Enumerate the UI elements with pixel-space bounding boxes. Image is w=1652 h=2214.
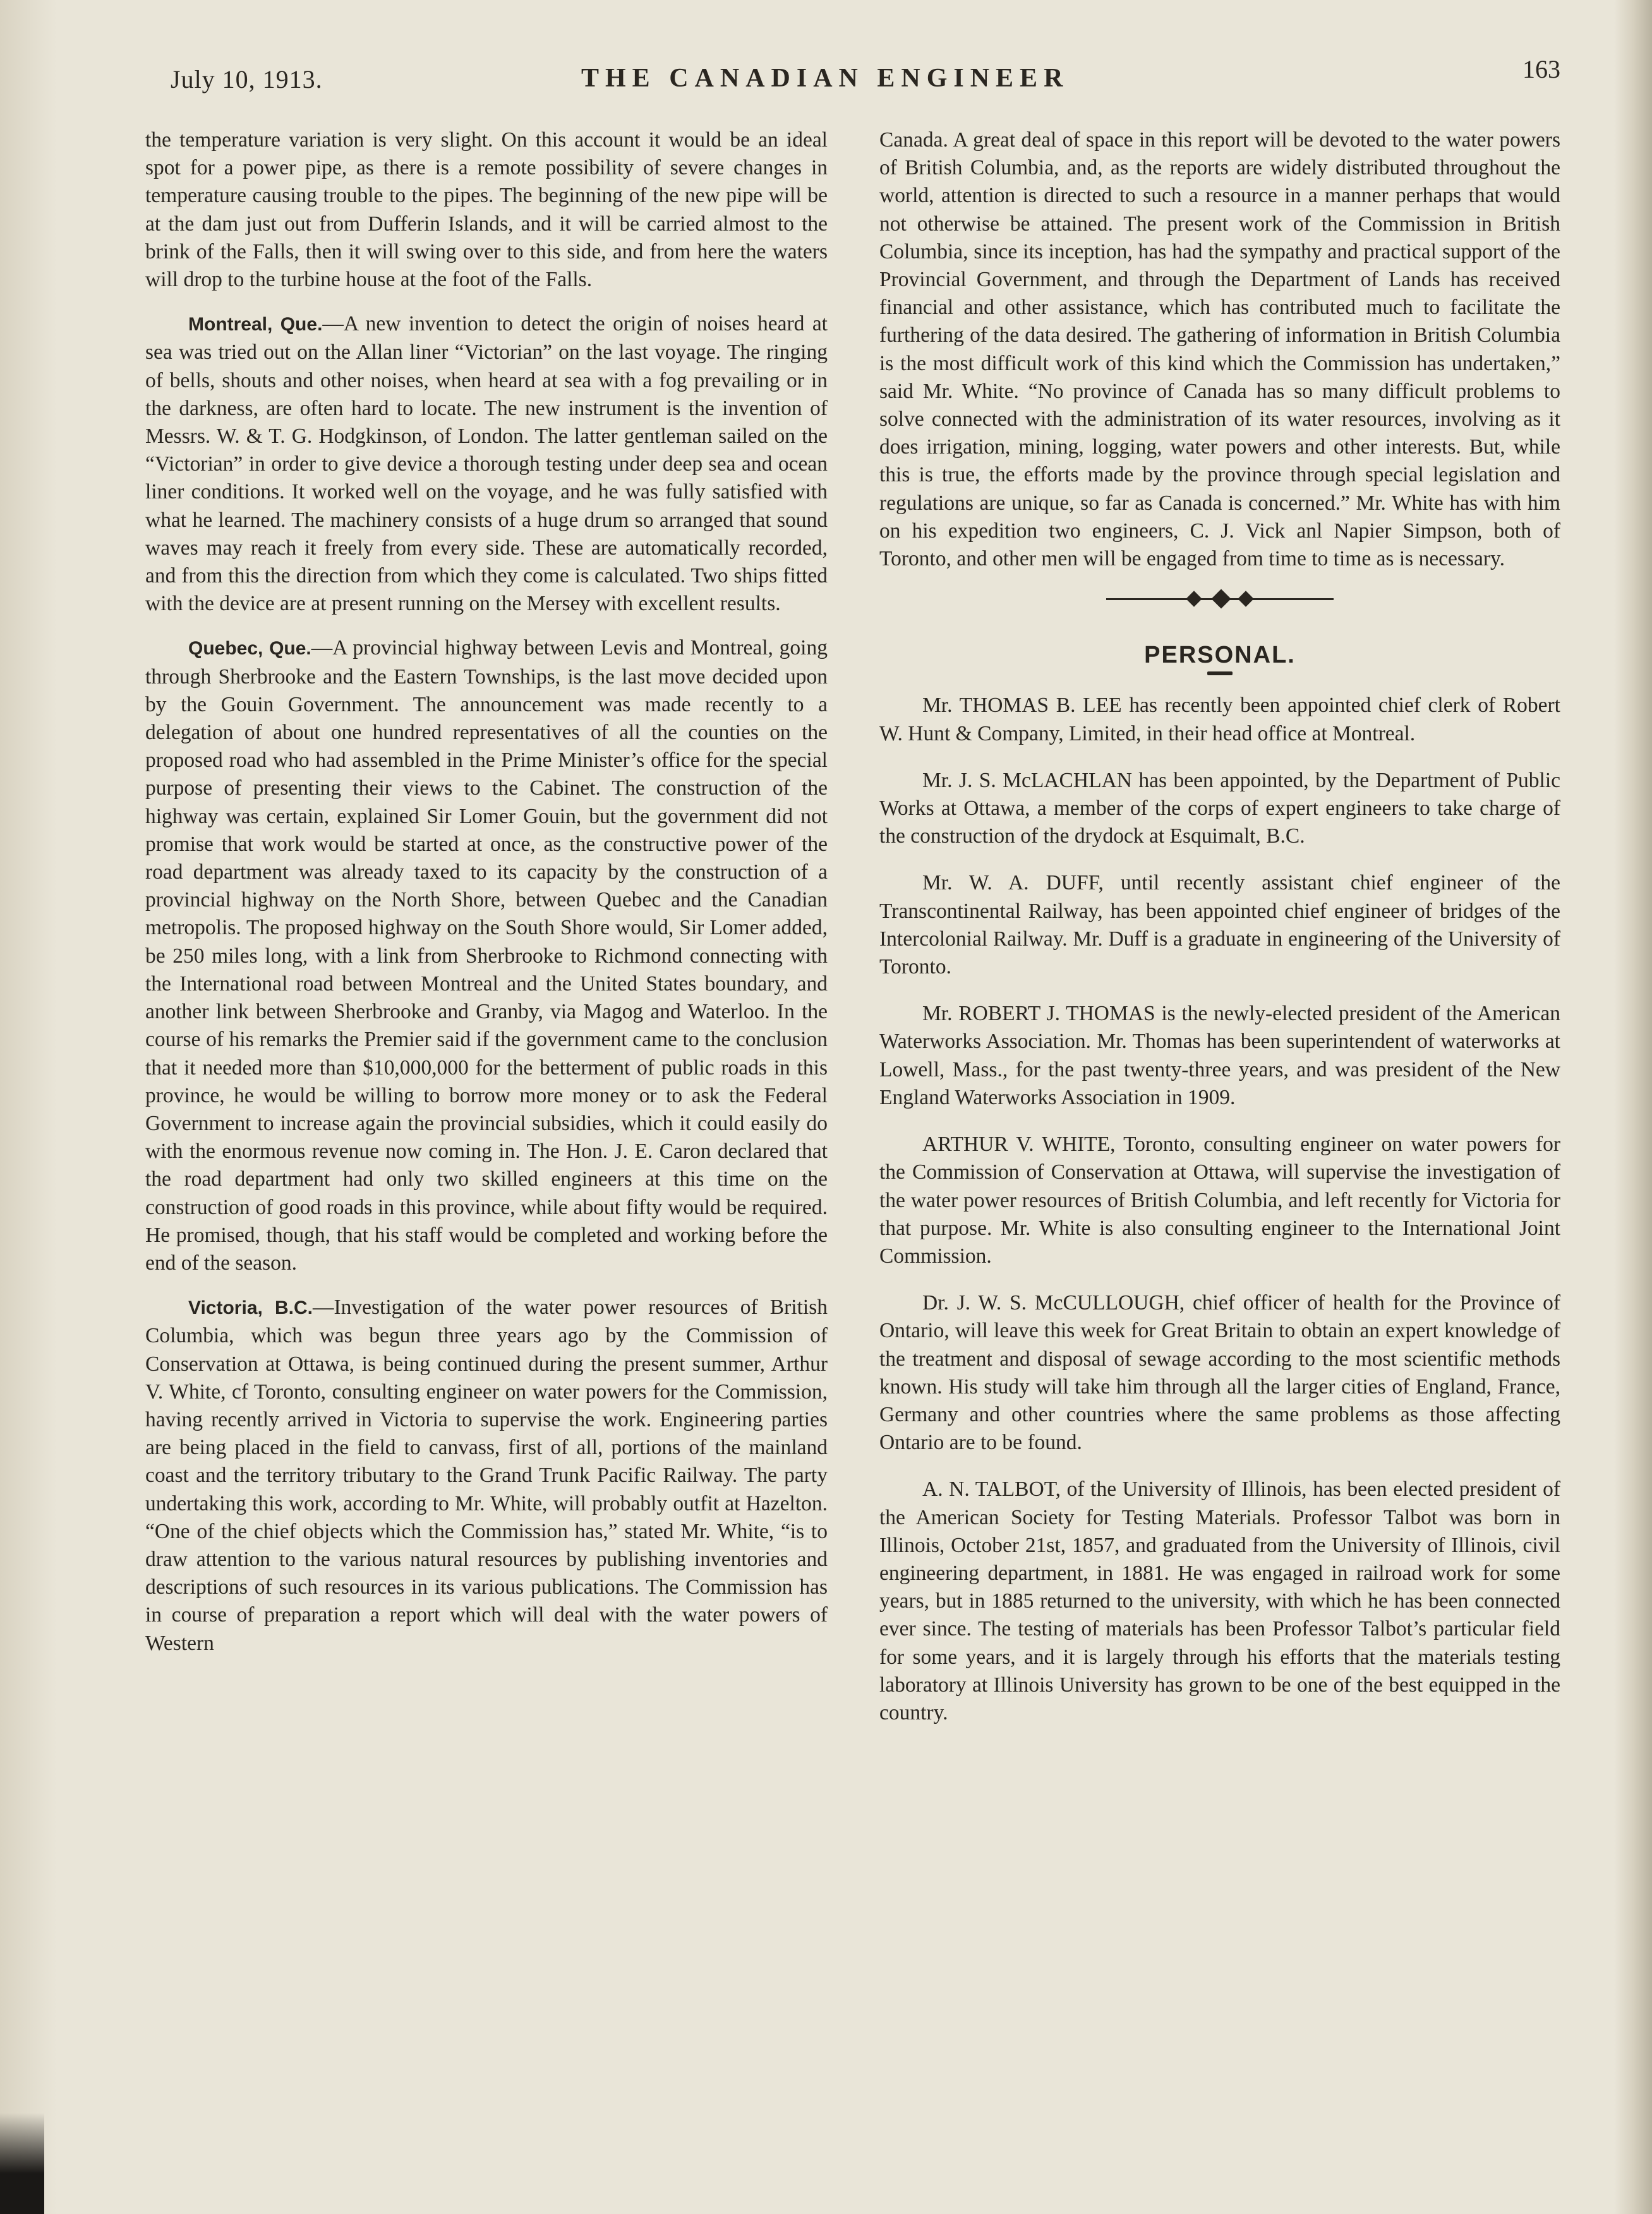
continued-paragraph: Canada. A great deal of space in this report will be devoted to the water powers of British Columbia, and, as the reports are widely distributed throughout the world, attention is directed to such a resource in a manner perhaps that would not otherwise be attained. The present work of the Commission in British Columbia, since its inception, has had the sympathy and practical support of the Provincial Government, and through the Department of Lands has received financial and other assistance, which has contributed much to facilitate the furthering of the data desired. The gathering of information in British Columbia is the most difficult work of this kind which the Commission has undertaken,” said Mr. White. “No province of Canada has so many difficult problems to solve connected with the administration of its water resources, involving as it does irrigation, mining, logging, water powers and other interests. But, while this is true, the efforts made by the province through special legislation and regulations are unique, so far as Canada is concerned.” Mr. White has with him on his expedition two engineers, C. J. Vick anl Napier Simpson, both of Toronto, and other men will be engaged from time to time as is necessary. [879,128,1560,571]
personal-item: Mr. W. A. DUFF, until recently assistant chief engineer of the Transcontinental Railway, has been appointed chief engineer of bridges of the Intercolonial Railway. Mr. Duff is a graduate in engineering of the University of Toronto. [879,871,1560,979]
section-divider-ornament [1106,589,1334,608]
news-item-montreal [145,310,828,618]
journal-title: THE CANADIAN ENGINEER [581,64,1070,93]
personal-section [879,692,1560,1727]
dateline: Victoria, B.C. [188,1297,313,1319]
page-gutter-shadow [0,0,57,2214]
heading-rule [1207,671,1233,675]
news-item-text: —A provincial highway between Levis and Montreal, going through Sherbrooke and the Eastern Townships, is the last move decided upon by the Gouin Government. The announcement was made recently to a delegation of about one hundred representatives of all the counties on the proposed road who had assembled in the Prime Minister’s office for the special purpose of presenting their views to the Cabinet. The construction of the highway was certain, explained Sir Lomer Gouin, but the government did not promise that work would be started at once, as the constructive power of the road department was already taxed to its capacity by the construction of a provincial highway on the North Shore, between Quebec and the Canadian metropolis. The proposed highway on the South Shore would, Sir Lomer added, be 250 miles long, with a link from Sherbrooke to Richmond connecting with the International road between Montreal and the United States boundary, and another link between Sherbrooke and Granby, via Magog and Waterloo. In the course of his remarks the Premier said if the government came to the conclusion that it needed more than $10,000,000 for the betterment of public roads in this province, he would be willing to borrow more money or to ask the Federal Government to increase again the provincial subsidies, which it could easily do with the enormous revenue now coming in. The Hon. J. E. Caron declared that the road department had only two skilled engineers at this time on the construction of good roads in this province, while about fifty would be required. He promised, though, that his staff would be completed and working before the end of the season. [145,636,828,1275]
personal-item: Mr. ROBERT J. THOMAS is the newly-elected president of the American Waterworks Association. Mr. Thomas has been superintendent of waterworks at Lowell, Mass., for the past twenty-three years, and was president of the New England Waterworks Association in 1909. [879,1002,1560,1109]
continued-paragraph: the temperature variation is very slight. On this account it would be an ideal spot for a power pipe, as there is a remote possibility of severe changes in temperature causing trouble to the pipes. The beginning of the new pipe will be at the dam just out from Dufferin Islands, and it will be carried almost to the brink of the Falls, then it will swing over to this side, and from here the waters will drop to the turbine house at the foot of the Falls. [145,128,828,292]
personal-item: ARTHUR V. WHITE, Toronto, consulting engineer on water powers for the Commission of Conservation at Ottawa, will supervise the investigation of the water power resources of British Columbia, and left recently for Victoria for that purpose. Mr. White is also consulting engineer to the International Joint Commission. [879,1133,1560,1268]
right-column [879,126,1560,1746]
personal-item: Mr. J. S. McLACHLAN has been appointed, by the Department of Public Works at Ottawa, a member of the corps of expert engineers to take charge of the construction of the drydock at Esquimalt, B.C. [879,768,1560,848]
left-column [145,126,828,1674]
news-item-quebec [145,634,828,1277]
section-heading-personal: PERSONAL. [1144,642,1296,669]
personal-item: Mr. THOMAS B. LEE has recently been appointed chief clerk of Robert W. Hunt & Company, Limited, in their head office at Montreal. [879,694,1560,745]
personal-item: A. N. TALBOT, of the University of Illinois, has been elected president of the American Society for Testing Materials. Professor Talbot was born in Illinois, October 21st, 1857, and graduated from the University of Illinois, civil engineering department, in 1881. He was engaged in railroad work for some years, but in 1885 returned to the university, with which he has been connected ever since. The testing of materials has been Professor Talbot’s particular field for some years, and it is largely through his efforts that the materials testing laboratory at Illinois University has grown to be one of the best equipped in the country. [879,1477,1560,1724]
running-header [171,51,1560,101]
dateline: Montreal, Que. [188,314,323,335]
news-item-text: —A new invention to detect the origin of noises heard at sea was tried out on the Allan liner “Victorian” on the last voyage. The ringing of bells, shouts and other noises, when heard at sea with a fog prevailing or in the darkness, are often hard to locate. The new instrument is the invention of Messrs. W. & T. G. Hodgkinson, of London. The latter gentleman sailed on the “Victorian” in order to give device a thorough testing under deep sea and ocean liner conditions. It worked well on the voyage, and he was fully satisfied with what he learned. The machinery consists of a huge drum so arranged that sound waves may reach it freely from every side. These are automatically recorded, and from this the direction from which they come is calculated. Two ships fitted with the device are at present running on the Mersey with excellent results. [145,312,828,616]
news-item-text: —Investigation of the water power resources of British Columbia, which was begun three years ago by the Commission of Conservation at Ottawa, is being continued during the present summer, Arthur V. White, cf Toronto, consulting engineer on water powers for the Commission, having recently arrived in Victoria to supervise the work. Engineering parties are being placed in the field to canvass, first of all, portions of the mainland coast and the territory tributary to the Grand Trunk Pacific Railway. The party undertaking this work, according to Mr. White, will probably outfit at Hazelton. “One of the chief objects which the Commission has,” stated Mr. White, “is to draw attention to the various natural resources by publishing inventories and descriptions of such resources in its various publications. The Commission has in course of preparation a report which will deal with the water powers of Western [145,1296,828,1655]
personal-item: Dr. J. W. S. McCULLOUGH, chief officer of health for the Province of Ontario, will leave this week for Great Britain to obtain an expert knowledge of the treatment and disposal of sewage according to the most scientific methods known. His study will take him through all the larger cities of England, France, Germany and other countries where the same problems as those affecting Ontario are to be found. [879,1291,1560,1455]
issue-date: July 10, 1913. [171,65,323,93]
page-number: 163 [1522,55,1560,83]
page-edge [1614,0,1652,2214]
news-item-victoria [145,1294,828,1657]
scan-corner [0,2113,44,2214]
dateline: Quebec, Que. [188,638,311,659]
